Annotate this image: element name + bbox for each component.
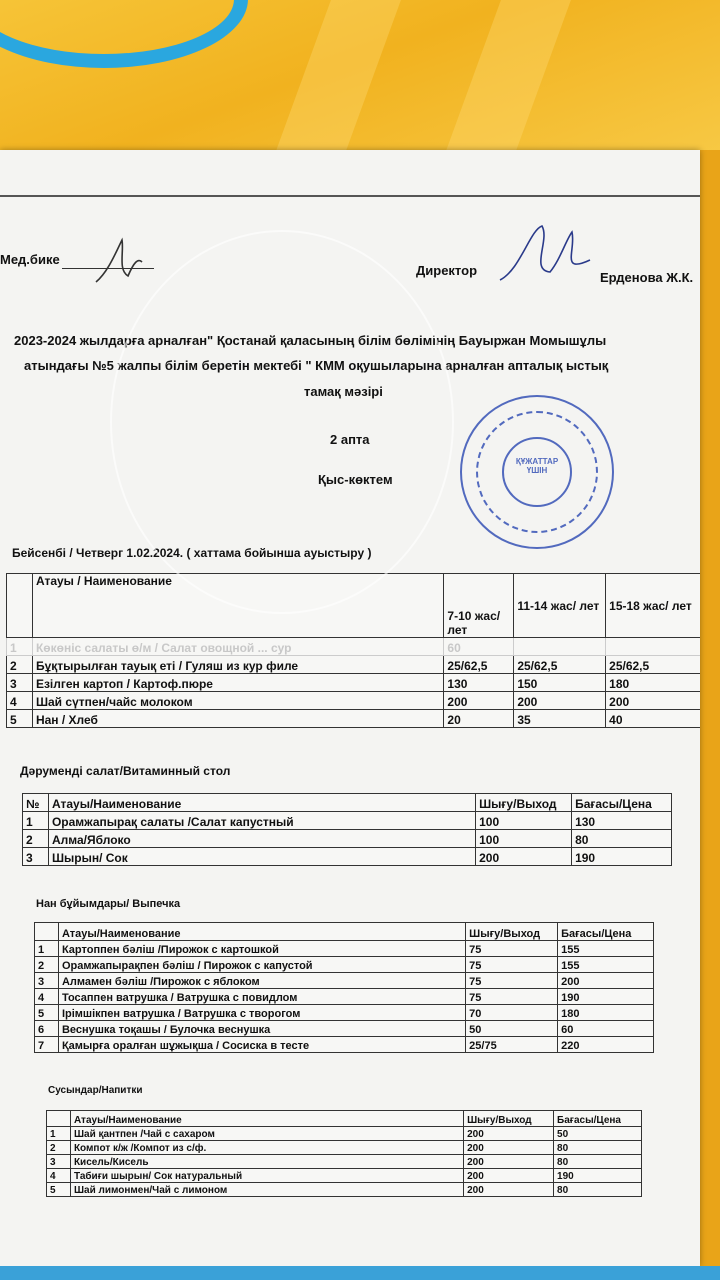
- table-row: [23, 830, 672, 848]
- row-price: 200: [558, 973, 654, 989]
- row-num: 1: [47, 1127, 71, 1141]
- row-num: 2: [35, 957, 59, 973]
- seal-text: ҚҰЖАТТАР ҮШІН: [515, 457, 559, 475]
- row-name: Веснушка тоқашы / Булочка веснушка: [58, 1021, 465, 1037]
- row-price: 220: [558, 1037, 654, 1053]
- row-name: Шырын/ Сок: [48, 848, 475, 866]
- row-name: Қамырға оралған шұжықша / Сосиска в тесте: [58, 1037, 465, 1053]
- col-num: [47, 1111, 71, 1127]
- row-price: 60: [558, 1021, 654, 1037]
- col-name: Атауы / Наименование: [32, 574, 443, 638]
- row-price: 190: [558, 989, 654, 1005]
- nurse-label: Мед.бике: [0, 252, 60, 267]
- row-num: 5: [7, 710, 33, 728]
- row-price: 155: [558, 957, 654, 973]
- vitamin-title: Дәруменді салат/Витаминный стол: [20, 764, 231, 778]
- row-value: 25/62,5: [606, 656, 700, 674]
- row-value: 200: [514, 692, 606, 710]
- row-num: 7: [35, 1037, 59, 1053]
- row-num: 3: [23, 848, 49, 866]
- row-output: 200: [464, 1155, 554, 1169]
- table-row: [47, 1127, 642, 1141]
- table-row: [23, 812, 672, 830]
- row-num: 5: [35, 1005, 59, 1021]
- row-value: 35: [514, 710, 606, 728]
- row-output: 200: [464, 1141, 554, 1155]
- row-price: 190: [572, 848, 672, 866]
- row-name: Табиғи шырын/ Сок натуральный: [70, 1169, 463, 1183]
- row-value: 20: [444, 710, 514, 728]
- col-num: [7, 574, 33, 638]
- row-name: Бұқтырылған тауық еті / Гуляш из кур филе: [32, 656, 443, 674]
- row-value: [514, 638, 606, 656]
- row-value: 25/62,5: [444, 656, 514, 674]
- row-price: 80: [554, 1183, 642, 1197]
- col-name: Атауы/Наименование: [58, 923, 465, 941]
- row-value: 40: [606, 710, 700, 728]
- row-name: Компот к/ж /Компот из с/ф.: [70, 1141, 463, 1155]
- col-price: Бағасы/Цена: [554, 1111, 642, 1127]
- row-price: 80: [554, 1155, 642, 1169]
- bakery-header-row: [35, 923, 654, 941]
- row-num: 4: [35, 989, 59, 1005]
- row-price: 155: [558, 941, 654, 957]
- col-name: Атауы/Наименование: [48, 794, 475, 812]
- drinks-table: [46, 1110, 642, 1197]
- row-num: 3: [7, 674, 33, 692]
- col-price: Бағасы/Цена: [558, 923, 654, 941]
- table-row: [47, 1141, 642, 1155]
- row-num: 4: [47, 1169, 71, 1183]
- row-name: Тосаппен ватрушка / Ватрушка с повидлом: [58, 989, 465, 1005]
- table-row: [35, 1037, 654, 1053]
- col-output: Шығу/Выход: [464, 1111, 554, 1127]
- row-name: Ірімшікпен ватрушка / Ватрушка с творогом: [58, 1005, 465, 1021]
- row-value: 200: [444, 692, 514, 710]
- title-line-3: тамақ мәзірі: [304, 384, 383, 399]
- row-value: 200: [606, 692, 700, 710]
- drinks-title: Сусындар/Напитки: [48, 1085, 143, 1096]
- vitamin-table: [22, 793, 672, 866]
- week-label: 2 апта: [330, 432, 370, 447]
- row-num: 6: [35, 1021, 59, 1037]
- row-name: Картоппен бәліш /Пирожок с картошкой: [58, 941, 465, 957]
- row-name: Шай қантпен /Чай с сахаром: [70, 1127, 463, 1141]
- row-name: Алма/Яблоко: [48, 830, 475, 848]
- row-value: 150: [514, 674, 606, 692]
- row-num: 2: [47, 1141, 71, 1155]
- row-num: 5: [47, 1183, 71, 1197]
- row-price: 180: [558, 1005, 654, 1021]
- row-output: 25/75: [466, 1037, 558, 1053]
- row-name: Көкөніс салаты ө/м / Салат овощной ... сур: [32, 638, 443, 656]
- row-name: Орамжапырақпен бәліш / Пирожок с капустой: [58, 957, 465, 973]
- col-num: №: [23, 794, 49, 812]
- table-row: [47, 1155, 642, 1169]
- row-name: Кисель/Кисель: [70, 1155, 463, 1169]
- season-label: Қыс-көктем: [318, 472, 393, 487]
- table-row: [7, 638, 701, 656]
- row-value: 25/62,5: [514, 656, 606, 674]
- day-line: Бейсенбі / Четверг 1.02.2024. ( хаттама бойынша ауыстыру ): [12, 546, 372, 560]
- col-age-15-18: 15-18 жас/ лет: [606, 574, 700, 638]
- row-num: 1: [7, 638, 33, 656]
- blue-floor-strip: [0, 1266, 720, 1280]
- director-label: Директор: [416, 263, 478, 278]
- drinks-header-row: [47, 1111, 642, 1127]
- school-seal: [460, 395, 614, 549]
- header-rule: [0, 195, 700, 197]
- col-output: Шығу/Выход: [466, 923, 558, 941]
- row-output: 100: [476, 830, 572, 848]
- row-output: 200: [464, 1169, 554, 1183]
- row-output: 200: [476, 848, 572, 866]
- bakery-title: Нан бұйымдары/ Выпечка: [36, 898, 181, 910]
- row-name: Езілген картоп / Картоф.пюре: [32, 674, 443, 692]
- row-value: 180: [606, 674, 700, 692]
- bakery-table: [34, 922, 654, 1053]
- row-output: 75: [466, 973, 558, 989]
- menu-sheet: [0, 150, 700, 1266]
- row-value: 60: [444, 638, 514, 656]
- table-row: [47, 1183, 642, 1197]
- row-output: 50: [466, 1021, 558, 1037]
- row-price: 80: [554, 1141, 642, 1155]
- table-row: [7, 656, 701, 674]
- title-line-1: 2023-2024 жылдарға арналған" Қостанай қаласының білім бөлімінің Бауыржан Момышұлы: [14, 333, 607, 348]
- director-signature: [490, 220, 600, 300]
- row-name: Нан / Хлеб: [32, 710, 443, 728]
- col-num: [35, 923, 59, 941]
- table-row: [47, 1169, 642, 1183]
- table-row: [35, 973, 654, 989]
- table-row: [35, 957, 654, 973]
- row-price: 80: [572, 830, 672, 848]
- row-name: Шай сүтпен/чайс молоком: [32, 692, 443, 710]
- table-row: [7, 692, 701, 710]
- row-output: 75: [466, 941, 558, 957]
- row-price: 190: [554, 1169, 642, 1183]
- row-num: 2: [7, 656, 33, 674]
- table-row: [35, 1021, 654, 1037]
- col-age-11-14: 11-14 жас/ лет: [514, 574, 606, 638]
- row-name: Алмамен бәліш /Пирожок с яблоком: [58, 973, 465, 989]
- row-name: Шай лимонмен/Чай с лимоном: [70, 1183, 463, 1197]
- row-output: 75: [466, 989, 558, 1005]
- col-output: Шығу/Выход: [476, 794, 572, 812]
- row-price: 50: [554, 1127, 642, 1141]
- row-num: 1: [23, 812, 49, 830]
- row-output: 75: [466, 957, 558, 973]
- row-price: 130: [572, 812, 672, 830]
- nurse-signature: [88, 232, 148, 292]
- col-name: Атауы/Наименование: [70, 1111, 463, 1127]
- row-num: 3: [35, 973, 59, 989]
- table-row: [23, 848, 672, 866]
- director-name: Ерденова Ж.К.: [600, 270, 694, 285]
- table-row: [7, 674, 701, 692]
- title-line-2: атындағы №5 жалпы білім беретін мектебі " КММ оқушыларына арналған апталық ыстық: [24, 358, 609, 373]
- vitamin-header-row: [23, 794, 672, 812]
- plastic-glare: [110, 230, 454, 614]
- col-age-7-10: 7-10 жас/ лет: [444, 574, 514, 638]
- row-value: 130: [444, 674, 514, 692]
- col-price: Бағасы/Цена: [572, 794, 672, 812]
- table-row: [35, 1005, 654, 1021]
- row-value: [606, 638, 700, 656]
- row-output: 70: [466, 1005, 558, 1021]
- row-num: 3: [47, 1155, 71, 1169]
- row-output: 200: [464, 1183, 554, 1197]
- table-row: [35, 989, 654, 1005]
- table-row: [35, 941, 654, 957]
- row-name: Орамжапырақ салаты /Салат капустный: [48, 812, 475, 830]
- table-row: [7, 710, 701, 728]
- row-output: 100: [476, 812, 572, 830]
- row-output: 200: [464, 1127, 554, 1141]
- row-num: 4: [7, 692, 33, 710]
- row-num: 2: [23, 830, 49, 848]
- row-num: 1: [35, 941, 59, 957]
